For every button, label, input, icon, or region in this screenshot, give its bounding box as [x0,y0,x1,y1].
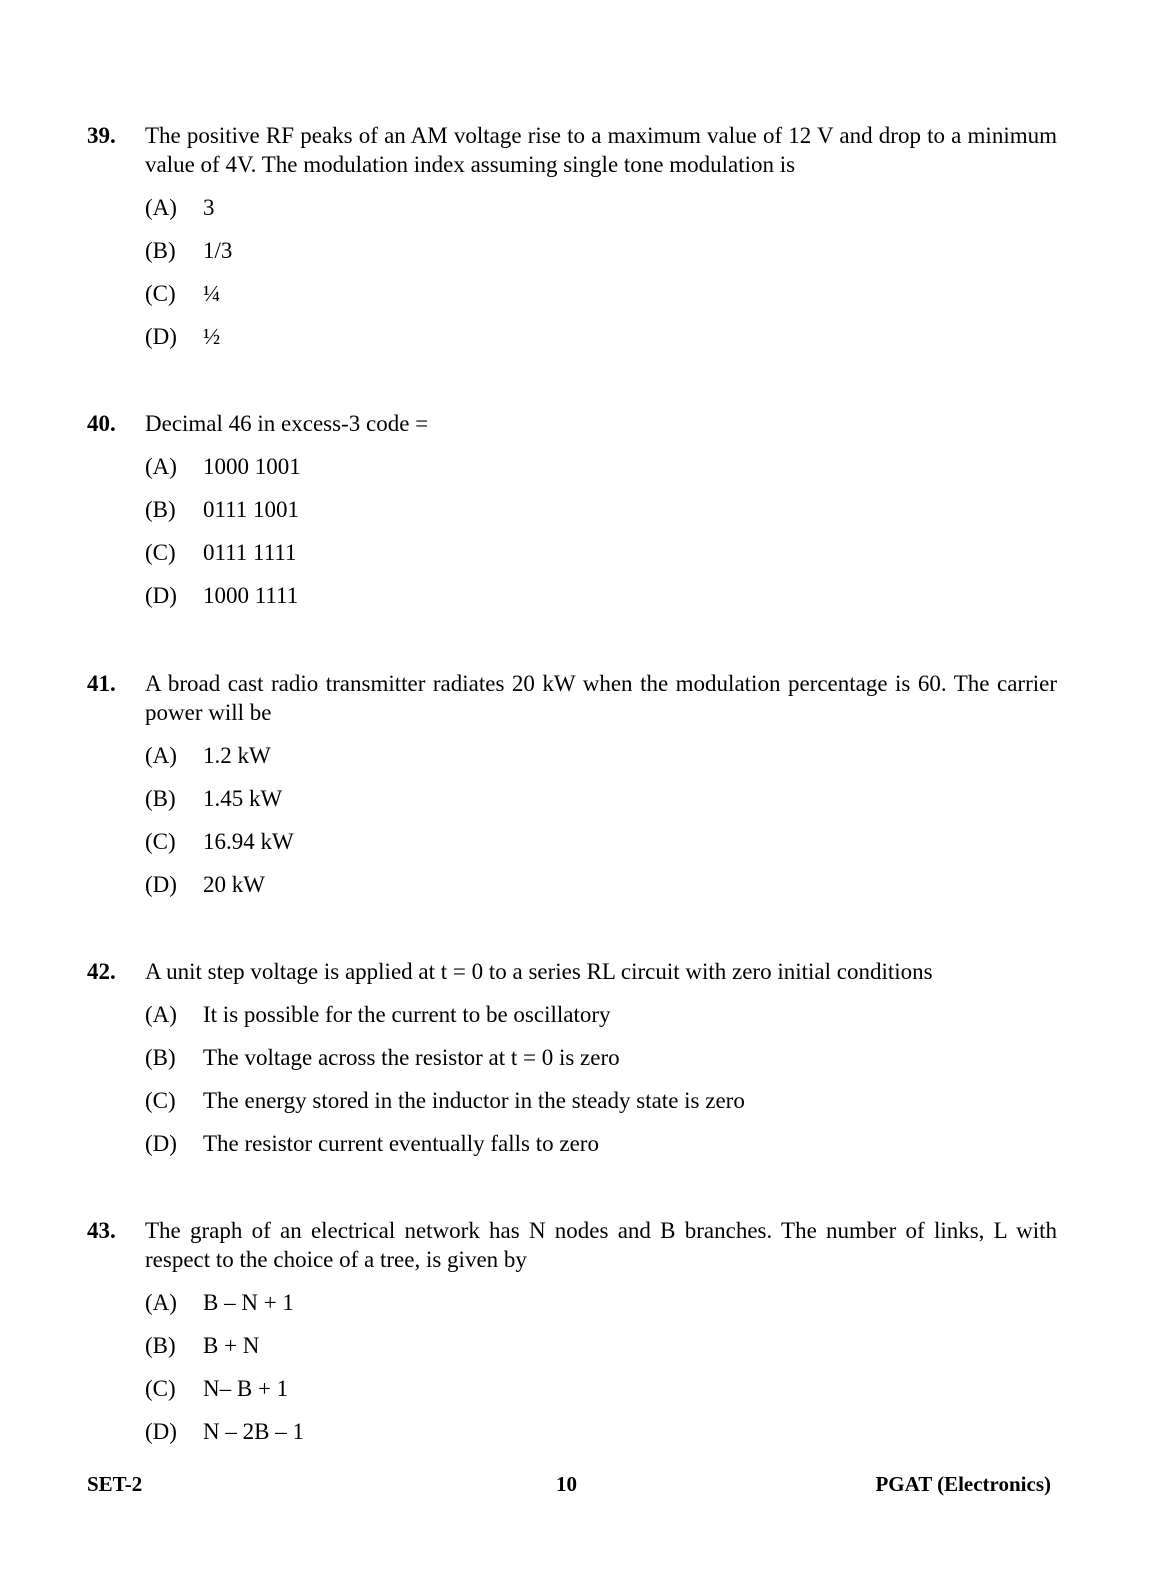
option-text: B + N [203,1333,260,1358]
option-b [145,495,1057,524]
option-text: ¼ [203,281,221,306]
option-letter: (C) [145,829,176,854]
question-number: 40. [87,411,116,436]
option-a [145,1000,1057,1029]
option-letter: (D) [145,324,177,349]
option-d [145,322,1057,351]
footer-exam-title: PGAT (Electronics) [875,1472,1051,1496]
option-letter: (B) [145,497,176,522]
question-number: 41. [87,671,116,696]
option-d [145,870,1057,899]
option-text: 0111 1111 [203,540,297,565]
option-letter: (D) [145,1131,177,1156]
option-letter: (A) [145,454,177,479]
option-a [145,452,1057,481]
option-letter: (A) [145,743,177,768]
option-letter: (A) [145,195,177,220]
option-d [145,581,1057,610]
question-text: A unit step voltage is applied at t = 0 to a series RL circuit with zero initial conditions [145,959,933,984]
option-a [145,741,1057,770]
option-text: N– B + 1 [203,1376,289,1401]
option-c [145,1086,1057,1115]
option-letter: (D) [145,1419,177,1444]
option-text: 20 kW [203,872,265,897]
option-letter: (A) [145,1002,177,1027]
option-text: 1.2 kW [203,743,271,768]
option-c [145,1374,1057,1403]
option-letter: (C) [145,540,176,565]
option-c [145,827,1057,856]
question-number: 43. [87,1218,116,1243]
option-text: 1/3 [203,238,233,263]
option-letter: (B) [145,1333,176,1358]
option-letter: (B) [145,786,176,811]
option-letter: (C) [145,1088,176,1113]
question-text: The positive RF peaks of an AM voltage rise to a maximum value of 12 V and drop to a minimum value of 4V. The modulation index assuming single tone modulation is [145,123,1057,177]
option-b [145,236,1057,265]
option-text: 3 [203,195,215,220]
option-c [145,279,1057,308]
option-text: The resistor current eventually falls to zero [203,1131,599,1156]
question-text: The graph of an electrical network has N nodes and B branches. The number of links, L with respect to the choice of a tree, is given by [145,1218,1057,1272]
option-text: N – 2B – 1 [203,1419,304,1444]
option-text: 1000 1001 [203,454,301,479]
option-letter: (B) [145,238,176,263]
question-41 [87,669,1057,899]
option-letter: (A) [145,1290,177,1315]
question-40 [87,409,1057,610]
option-text: It is possible for the current to be oscillatory [203,1002,611,1027]
question-number: 39. [87,123,116,148]
option-d [145,1417,1057,1446]
option-letter: (D) [145,583,177,608]
option-a [145,1288,1057,1317]
option-letter: (C) [145,1376,176,1401]
option-text: The voltage across the resistor at t = 0 is zero [203,1045,620,1070]
option-b [145,1331,1057,1360]
question-text: Decimal 46 in excess-3 code = [145,411,429,436]
option-letter: (D) [145,872,177,897]
option-c [145,538,1057,567]
question-text: A broad cast radio transmitter radiates 20 kW when the modulation percentage is 60. The carrier power will be [145,671,1057,725]
option-text: ½ [203,324,221,349]
option-text: 1.45 kW [203,786,283,811]
question-39 [87,121,1057,351]
option-letter: (C) [145,281,176,306]
option-b [145,1043,1057,1072]
option-b [145,784,1057,813]
option-text: B – N + 1 [203,1290,294,1315]
question-43 [87,1216,1057,1446]
option-text: 16.94 kW [203,829,294,854]
option-text: 1000 1111 [203,583,299,608]
footer-set-label: SET-2 [87,1472,143,1496]
option-a [145,193,1057,222]
option-text: The energy stored in the inductor in the steady state is zero [203,1088,745,1113]
option-text: 0111 1001 [203,497,300,522]
question-number: 42. [87,959,116,984]
footer-page-number: 10 [556,1472,577,1496]
question-42 [87,957,1057,1158]
option-letter: (B) [145,1045,176,1070]
option-d [145,1129,1057,1158]
